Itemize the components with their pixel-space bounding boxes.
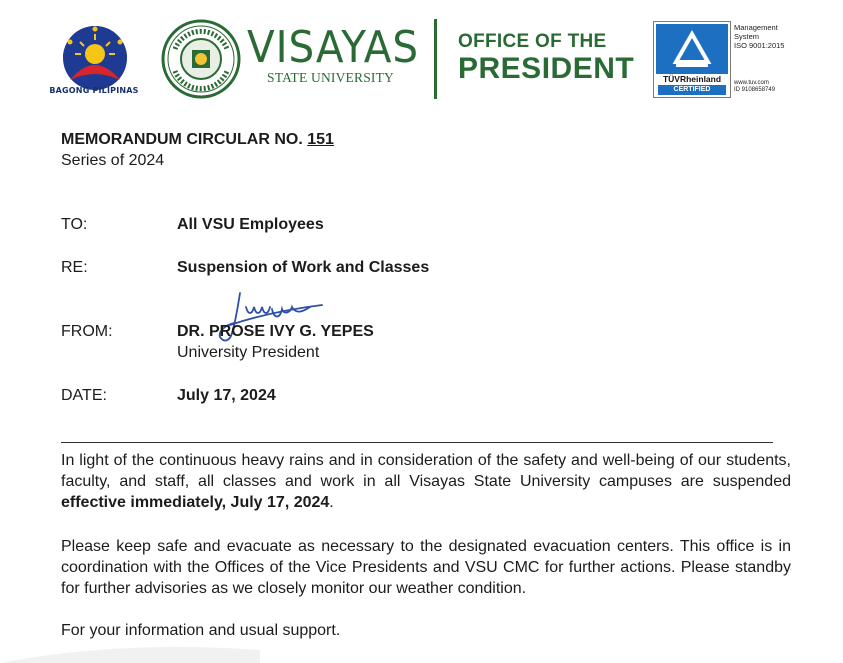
bagong-pilipinas-text: BAGONG PILIPINAS	[49, 86, 139, 95]
body-paragraph-1	[61, 450, 791, 513]
university-name: VISAYAS	[247, 22, 420, 73]
header-divider	[434, 19, 437, 99]
p1-text: In light of the continuous heavy rains and in consideration of the safety and well-being of our students, faculty, and staff, all classes and work in all Visayas State University campuses are suspended	[61, 452, 791, 490]
re-value: Suspension of Work and Classes	[177, 259, 430, 276]
tuv-certification-logo	[653, 21, 731, 98]
footer-decoration	[0, 640, 843, 663]
tuv-system-info	[734, 23, 814, 50]
memo-title-prefix: MEMORANDUM CIRCULAR NO.	[61, 131, 308, 148]
from-name: DR. PROSE IVY G. YEPES	[177, 323, 374, 340]
tuv-system-line: System	[734, 32, 760, 41]
to-value: All VSU Employees	[177, 216, 324, 233]
p1-bold: effective immediately, July 17, 2024	[61, 494, 330, 511]
office-title-line2: PRESIDENT	[458, 52, 635, 85]
from-position: University President	[177, 344, 320, 361]
body-paragraph-2: Please keep safe and evacuate as necessary to the designated evacuation centers. This office is in coordination with the Offices of the Vice Presidents and VSU CMC for further actions. Please standby for further advisories as we closely monitor our weather condition.	[61, 538, 791, 597]
office-title-line1: OFFICE OF THE	[458, 31, 607, 52]
memo-number: 151	[307, 131, 334, 148]
re-label: RE:	[61, 259, 88, 276]
tuv-id: ID 9108658749	[734, 87, 776, 93]
memo-series: Series of 2024	[61, 152, 165, 169]
university-subtitle: STATE UNIVERSITY	[267, 70, 394, 85]
p1-end: .	[329, 494, 334, 511]
tuv-system-line: Management	[734, 23, 778, 32]
to-label: TO:	[61, 216, 88, 233]
date-value: July 17, 2024	[177, 387, 276, 404]
memo-title	[61, 131, 334, 149]
date-label: DATE:	[61, 387, 107, 404]
tuv-certified-badge: CERTIFIED	[658, 85, 726, 95]
tuv-system-line: ISO 9001:2015	[734, 41, 785, 50]
vsu-seal	[161, 19, 241, 99]
body-paragraph-3: For your information and usual support.	[61, 622, 341, 639]
tuv-contact-info	[734, 80, 775, 94]
from-label: FROM:	[61, 323, 113, 340]
tuv-web: www.tuv.com	[734, 80, 769, 86]
tuv-triangle-icon	[656, 24, 728, 74]
tuv-brand-text: TÜVRheinland	[662, 74, 722, 84]
separator-line	[61, 442, 773, 443]
